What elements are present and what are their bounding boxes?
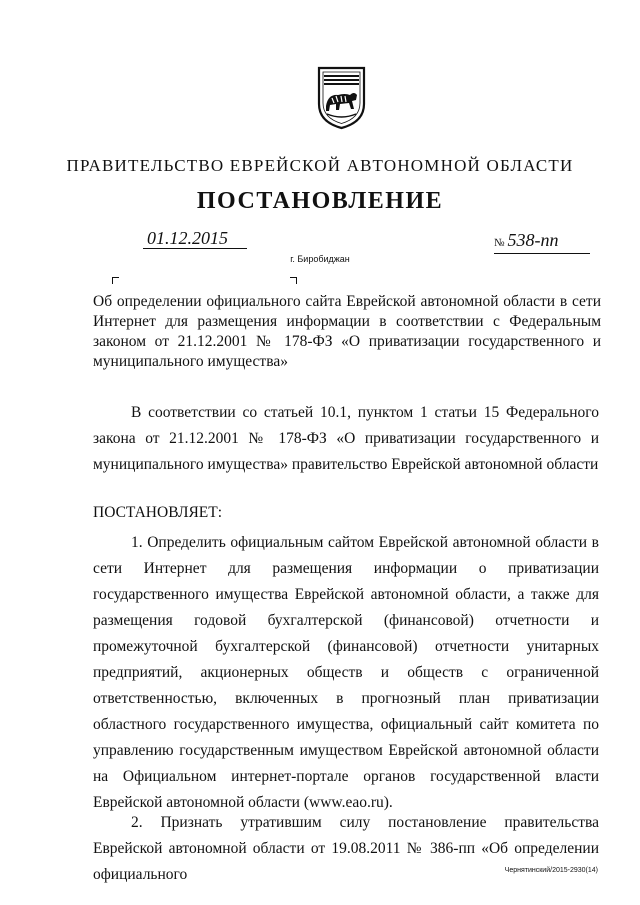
clause-2: 2. Признать утратившим силу постановление правительства Еврейской автономной области от 19.08.2011 № 386-пп «Об определении официального [93,814,599,883]
preamble: В соответствии со статьей 10.1, пунктом 1 статьи 15 Федерального закона от 21.12.2001 № 178-ФЗ «О приватизации государственного и муниципального имущества» правительство Еврейской автономной области [93,404,599,473]
decree-number-value: 538-пп [507,230,559,250]
document-type: ПОСТАНОВЛЕНИЕ [196,188,444,214]
subject-corner-right [290,277,297,284]
subject-corner-left [112,277,119,284]
decree-subject: Об определении официального сайта Еврейской автономной области в сети Интернет для размещения информации в соответствии с Федеральным законом от 21.12.2001 № 178-ФЗ «О приватизации государственного и муниципального имущества» [93,293,601,370]
decree-date: 01.12.2015 [143,228,247,249]
document-code: Чернятинский/2015-2930(14) [504,867,598,874]
decree-number [494,230,590,254]
coat-of-arms-tiger-icon [305,62,378,132]
resolve-heading: ПОСТАНОВЛЯЕТ: [93,504,223,521]
number-sign: № [494,237,505,249]
city: г. Биробиджан [290,254,350,264]
clause-1: 1. Определить официальным сайтом Еврейской автономной области в сети Интернет для размещения информации о приватизации государственного имущества Еврейской автономной области, а также для размещения годовой бухгалтерской (финансовой) отчетности и промежуточной бухгалтерской (финансовой) отчетности унитарных предприятий, акционерных обществ и обществ с ограниченной ответственностью, включенных в прогнозный план приватизации областного государственного имущества, официальный сайт комитета по управлению государственным имуществом Еврейской автономной области на Официальном интернет-портале органов государственной власти Еврейской автономной области (www.eao.ru). [93,534,599,811]
government-title: ПРАВИТЕЛЬСТВО ЕВРЕЙСКОЙ АВТОНОМНОЙ ОБЛАСТИ [66,156,574,175]
